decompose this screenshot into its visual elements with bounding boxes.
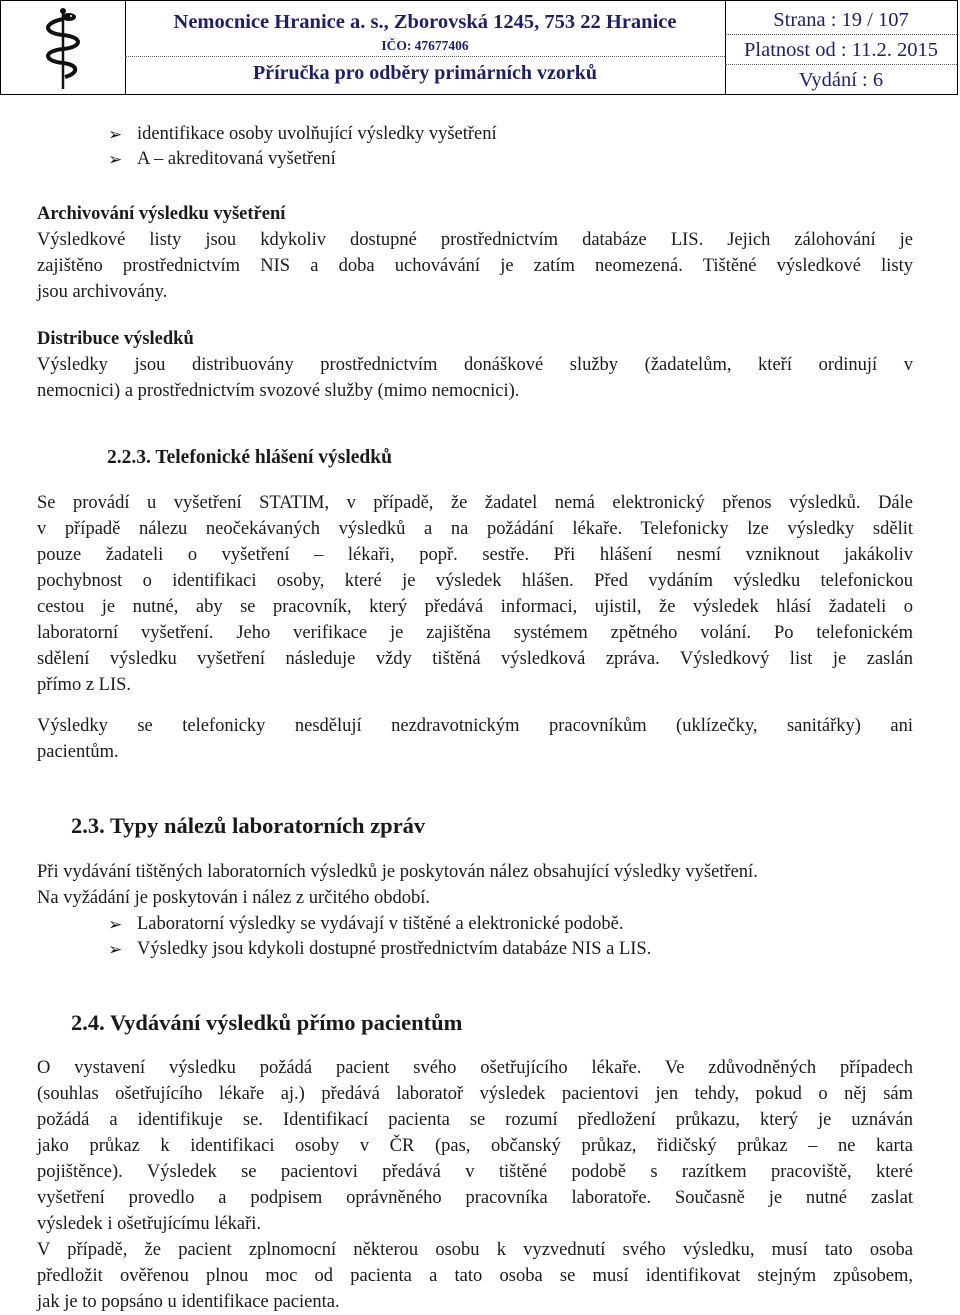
paragraph-line: jako průkaz k identifikaci osoby v ČR (pas, občanský průkaz, řidičský průkaz – ne karta (37, 1136, 913, 1156)
paragraph-line: Výsledky jsou distribuovány prostřednictvím donáškové služby (žadatelům, kteří ordinují v (37, 355, 913, 375)
bullet-arrow-icon: ➢ (108, 940, 123, 959)
paragraph-line: Výsledky se telefonicky nesdělují nezdravotnickým pracovníkům (uklízečky, sanitářky) ani (37, 716, 913, 736)
paragraph-line: pojištěnce). Výsledek se pacientovi předává v tištěné podobě s razítkem pracoviště, které (37, 1162, 913, 1182)
bullet-arrow-icon: ➢ (108, 125, 123, 144)
paragraph-line: jak je to popsáno u identifikace pacienta. (37, 1292, 340, 1312)
logo (1, 1, 126, 94)
paragraph-line: Při vydávání tištěných laboratorních výsledků je poskytován nález obsahující výsledky vyšetření. (37, 862, 758, 882)
paragraph-line: Výsledkové listy jsou kdykoliv dostupné prostřednictvím databáze LIS. Jejich zálohování je (37, 230, 913, 250)
paragraph-line: jsou archivovány. (37, 282, 168, 302)
paragraph-line: O vystavení výsledku požádá pacient svého ošetřujícího lékaře. Ve zdůvodněných případech (37, 1058, 913, 1078)
list-item: A – akreditovaná vyšetření (137, 149, 336, 169)
paragraph-line: předložit ověřenou plnou moc od pacienta a tato osoba se musí identifikovat stejným způsobem, (37, 1266, 913, 1286)
paragraph-line: přímo z LIS. (37, 675, 132, 695)
institution-name: Nemocnice Hranice a. s., Zborovská 1245, 753 22 Hranice (173, 11, 677, 33)
bullet-arrow-icon: ➢ (108, 150, 123, 169)
paragraph-line: požádá a identifikuje se. Identifikací pacienta se rozumí předložení průkazu, který je uznáván (37, 1110, 913, 1130)
archiving-heading: Archivování výsledku vyšetření (37, 204, 286, 224)
divider (125, 56, 725, 57)
paragraph-line: laboratorní vyšetření. Jeho verifikace je zajištěna systémem zpětného volání. Po telefonickém (37, 623, 913, 643)
company-id: IČO: 47677406 (381, 38, 469, 53)
divider (725, 64, 957, 65)
paragraph-line: V případě, že pacient zplnomocní některou osobu k vyzvednutí svého výsledku, musí tato osoba (37, 1240, 913, 1260)
paragraph-line: pouze žadateli o vyšetření – lékaři, popř. sestře. Při hlášení nesmí vzniknout jakákoliv (37, 545, 913, 565)
paragraph-line: nemocnici) a prostřednictvím svozové služby (mimo nemocnici). (37, 381, 520, 401)
paragraph-line: výsledek i ošetřujícímu lékaři. (37, 1214, 261, 1234)
divider (725, 34, 957, 35)
list-item: identifikace osoby uvolňující výsledky vyšetření (137, 124, 497, 144)
paragraph-line: (souhlas ošetřujícího lékaře aj.) předává laboratoř výsledek pacientovi jen tehdy, pokud o něj sám (37, 1084, 913, 1104)
section-heading-2-2-3: 2.2.3. Telefonické hlášení výsledků (107, 447, 392, 468)
list-item: Výsledky jsou kdykoli dostupné prostřednictvím databáze NIS a LIS. (137, 939, 652, 959)
list-item: Laboratorní výsledky se vydávají v tištěné a elektronické podobě. (137, 914, 624, 934)
paragraph-line: v případě nálezu neočekávaných výsledků a na požádání lékaře. Telefonicky lze výsledky sdělit (37, 519, 913, 539)
bullet-arrow-icon: ➢ (108, 915, 123, 934)
section-heading-2-3: 2.3. Typy nálezů laboratorních zpráv (71, 813, 426, 838)
page-header (0, 0, 958, 95)
paragraph-line: zajištěno prostřednictvím NIS a doba uchovávání je zatím neomezená. Tištěné výsledkové listy (37, 256, 913, 276)
section-heading-2-4: 2.4. Vydávání výsledků přímo pacientům (71, 1010, 463, 1035)
header-institution (125, 1, 726, 94)
document-title: Příručka pro odběry primárních vzorků (252, 62, 598, 84)
paragraph-line: Na vyžádání je poskytován i nález z určitého období. (37, 888, 430, 908)
valid-from: Platnost od : 11.2. 2015 (744, 39, 938, 61)
distribution-heading: Distribuce výsledků (37, 329, 194, 349)
paragraph-line: cestou je nutné, aby se pracovník, který předává informaci, ujistil, že výsledek hlásí žadateli o (37, 597, 913, 617)
page-number: Strana : 19 / 107 (773, 9, 909, 31)
paragraph-line: sdělení výsledku vyšetření následuje vždy tištěná výsledková zpráva. Výsledkový list je zaslán (37, 649, 913, 669)
paragraph-line: Se provádí u vyšetření STATIM, v případě, že žadatel nemá elektronický přenos výsledků. Dále (37, 493, 913, 513)
caduceus-icon (29, 5, 97, 91)
paragraph-line: vyšetření provedlo a podpisem oprávněného pracovníka laboratoře. Současně je nutné zaslat (37, 1188, 913, 1208)
paragraph-line: pacientům. (37, 742, 119, 762)
edition: Vydání : 6 (798, 69, 884, 91)
paragraph-line: pochybnost o identifikaci osoby, které je výsledek hlášen. Před vydáním výsledku telefonickou (37, 571, 913, 591)
header-meta (725, 1, 957, 94)
